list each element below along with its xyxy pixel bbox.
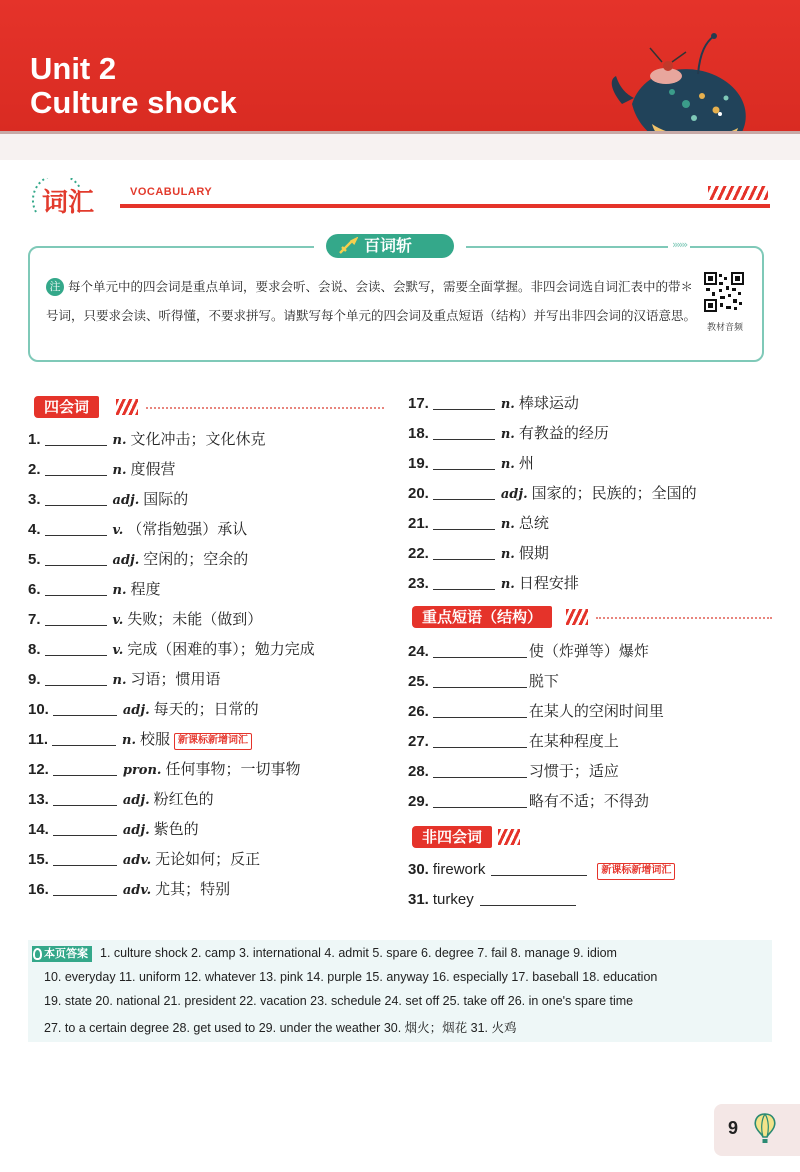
word-item [28,878,230,900]
answer-line-3: 19. state 20. national 21. president 22. vacation 23. schedule 24. set off 25. take off 26. in one's spare time [44,994,634,1008]
word-meaning: 国家的；民族的；全国的 [531,484,697,502]
part-of-speech: n. [500,397,515,412]
answer-blank[interactable] [433,484,495,500]
unit-number: Unit 2 [30,51,117,86]
phrase-meaning: 脱下 [528,672,559,690]
answer-blank[interactable] [433,394,495,410]
non-four-item [408,858,675,880]
vocabulary-title-en: VOCABULARY [130,186,213,198]
word-item [408,482,697,504]
phrase-item [408,700,664,722]
word-meaning: 棒球运动 [518,394,579,412]
part-of-speech: n. [500,427,515,442]
part-of-speech: n. [500,547,515,562]
answer-blank[interactable] [45,610,107,626]
english-word: firework [432,861,486,878]
item-number: 14. [28,821,49,838]
item-number: 7. [28,611,41,628]
item-number: 10. [28,701,49,718]
part-of-speech: v. [112,643,124,658]
part-of-speech: adj. [122,793,150,808]
word-meaning: 程度 [130,580,161,598]
answer-blank[interactable] [45,580,107,596]
answer-blank[interactable] [53,760,117,776]
word-item [408,422,609,444]
item-number: 5. [28,551,41,568]
answer-line-1: 本页答案 1. culture shock 2. camp 3. international 4. admit 5. spare 6. degree 7. fail 8. manage 9. idiom [32,946,617,962]
vocabulary-underline [120,204,770,208]
item-number: 1. [28,431,41,448]
answer-key [28,940,772,1042]
word-item [28,818,199,840]
word-meaning: 紫色的 [153,820,199,838]
answer-blank[interactable] [53,790,117,806]
section-four-skill [34,396,384,418]
word-item [28,578,161,600]
item-number: 18. [408,425,429,442]
phrase-item [408,670,559,692]
answer-blank[interactable] [45,520,107,536]
item-number: 16. [28,881,49,898]
item-number: 8. [28,641,41,658]
item-number: 23. [408,575,429,592]
item-number: 28. [408,763,429,780]
item-number: 29. [408,793,429,810]
section-phrases-label: 重点短语（结构） [412,606,552,628]
part-of-speech: n. [500,577,515,592]
sword-icon [338,237,358,255]
word-item [28,608,262,630]
section-non-four [412,826,532,848]
answer-blank[interactable] [45,460,107,476]
qr-label: 教材音频 [706,323,743,333]
word-item [408,392,579,414]
new-word-badge: 新课标新增词汇 [174,733,252,750]
phrase-meaning: 略有不适；不得劲 [528,792,649,810]
item-number: 15. [28,851,49,868]
phrase-item [408,730,619,752]
item-number: 27. [408,733,429,750]
item-number: 26. [408,703,429,720]
answer-blank[interactable] [433,702,527,718]
qr-code-icon[interactable] [704,272,744,312]
word-meaning: 日程安排 [518,574,579,592]
part-of-speech: n. [112,673,127,688]
answer-blank[interactable] [53,850,117,866]
answer-blank[interactable] [433,672,527,688]
answer-key-tag: 本页答案 [32,946,92,962]
word-item [28,728,252,750]
note-tab-label: 百词斩 [364,236,413,255]
word-meaning: 假期 [518,544,549,562]
item-number: 11. [28,731,49,748]
part-of-speech: v. [112,523,124,538]
word-item [28,488,188,510]
answer-blank[interactable] [45,550,107,566]
word-meaning: 空闲的；空余的 [143,550,249,568]
phrase-item [408,640,649,662]
part-of-speech: n. [112,433,127,448]
item-number: 3. [28,491,41,508]
word-item [28,518,247,540]
note-tab [314,234,466,260]
part-of-speech: adj. [112,553,140,568]
answer-blank[interactable] [433,514,495,530]
word-item [28,428,266,450]
word-meaning: 失败；未能（做到） [127,610,263,628]
page-number: 9 [728,1118,739,1138]
item-number: 31. [408,891,429,908]
answer-blank[interactable] [45,670,107,686]
whale-illustration-icon [602,12,762,134]
item-number: 21. [408,515,429,532]
vocabulary-title-cn: 词汇 [42,188,95,218]
answer-blank[interactable] [53,880,117,896]
word-meaning: 校服 [140,730,171,748]
answer-blank[interactable] [491,860,587,876]
item-number: 24. [408,643,429,660]
header-shade [0,134,800,160]
word-item [28,698,259,720]
word-meaning: 无论如何；反正 [155,850,261,868]
word-meaning: （常指勉强）承认 [127,520,248,538]
item-number: 25. [408,673,429,690]
section-dotted-line [146,407,384,409]
word-item [28,458,176,480]
answer-blank[interactable] [53,820,117,836]
item-number: 4. [28,521,41,538]
word-item [28,848,260,870]
section-phrases [412,606,772,628]
item-number: 19. [408,455,429,472]
answer-blank[interactable] [433,762,527,778]
part-of-speech: n. [112,463,127,478]
part-of-speech: adj. [122,703,150,718]
word-item [28,758,300,780]
word-meaning: 国际的 [143,490,189,508]
phrase-item [408,760,619,782]
item-number: 20. [408,485,429,502]
part-of-speech: n. [122,733,137,748]
answer-blank[interactable] [433,642,527,658]
phrase-meaning: 在某人的空闲时间里 [528,702,664,720]
item-number: 9. [28,671,41,688]
new-word-badge: 新课标新增词汇 [597,863,675,880]
word-item [408,572,579,594]
word-item [408,542,549,564]
word-meaning: 总统 [518,514,549,532]
word-meaning: 完成（困难的事）；勉力完成 [127,640,315,658]
answer-blank[interactable] [433,544,495,560]
item-number: 13. [28,791,49,808]
part-of-speech: n. [500,457,515,472]
section-non-four-label: 非四会词 [412,826,492,848]
item-number: 12. [28,761,49,778]
english-word: turkey [432,891,474,908]
answer-blank[interactable] [433,732,527,748]
answer-blank[interactable] [433,424,495,440]
word-meaning: 习语；惯用语 [130,670,221,688]
vocabulary-stripes [708,186,768,200]
section-stripes [498,829,520,845]
part-of-speech: n. [500,517,515,532]
answer-blank[interactable] [45,430,107,446]
non-four-item [408,888,582,910]
phrase-meaning: 在某种程度上 [528,732,619,750]
word-item [408,452,534,474]
page-number-tab [714,1104,800,1156]
item-number: 30. [408,861,429,878]
word-meaning: 每天的；日常的 [153,700,259,718]
answer-blank[interactable] [433,792,527,808]
word-item [28,548,248,570]
answer-line-4: 27. to a certain degree 28. get used to 29. under the weather 30. 烟火；烟花 31. 火鸡 [44,1021,517,1035]
item-number: 2. [28,461,41,478]
answer-blank[interactable] [45,490,107,506]
part-of-speech: adj. [500,487,528,502]
hot-air-balloon-icon [752,1112,778,1146]
word-item [28,668,221,690]
answer-blank[interactable] [433,454,495,470]
unit-header [0,0,800,134]
word-meaning: 有教益的经历 [518,424,609,442]
word-meaning: 文化冲击；文化休克 [130,430,266,448]
answer-blank[interactable] [433,574,495,590]
section-four-skill-label: 四会词 [34,396,99,418]
vocabulary-banner [28,178,772,218]
part-of-speech: adv. [122,883,152,898]
note-text [46,272,696,330]
phrase-meaning: 习惯于；适应 [528,762,619,780]
part-of-speech: pron. [122,763,162,778]
part-of-speech: adj. [122,823,150,838]
item-number: 17. [408,395,429,412]
item-number: 22. [408,545,429,562]
item-number: 6. [28,581,41,598]
word-item [28,638,315,660]
answer-blank[interactable] [480,890,576,906]
note-body: 每个单元中的四会词是重点单词，要求会听、会说、会读、会默写，需要全面掌握。非四会词选自词汇表中的带＊号词，只要求会读、听得懂，不要求拼写。请默写每个单元的四会词及重点短语（结构）并写出非四会词的汉语意思。 [46,279,697,323]
section-stripes [116,399,138,415]
part-of-speech: v. [112,613,124,628]
word-meaning: 尤其；特别 [155,880,231,898]
section-dotted-line [596,617,772,619]
part-of-speech: n. [112,583,127,598]
word-meaning: 任何事物；一切事物 [165,760,301,778]
answer-blank[interactable] [45,640,107,656]
section-stripes [566,609,588,625]
phrase-meaning: 使（炸弹等）爆炸 [528,642,649,660]
unit-title [30,52,237,120]
word-item [408,512,549,534]
unit-name: Culture shock [30,85,237,120]
word-meaning: 度假营 [130,460,176,478]
word-meaning: 州 [518,454,534,472]
chevrons-icon: »»» [668,238,690,251]
word-item [28,788,214,810]
phrase-item [408,790,649,812]
part-of-speech: adv. [122,853,152,868]
answer-line-2: 10. everyday 11. uniform 12. whatever 13. pink 14. purple 15. anyway 16. especially 17. baseball 18. education [44,970,658,984]
note-mark: 注 [46,278,64,296]
answer-blank[interactable] [53,700,117,716]
answer-blank[interactable] [52,730,116,746]
part-of-speech: adj. [112,493,140,508]
word-meaning: 粉红色的 [153,790,214,808]
note-tab-pill [326,234,454,258]
